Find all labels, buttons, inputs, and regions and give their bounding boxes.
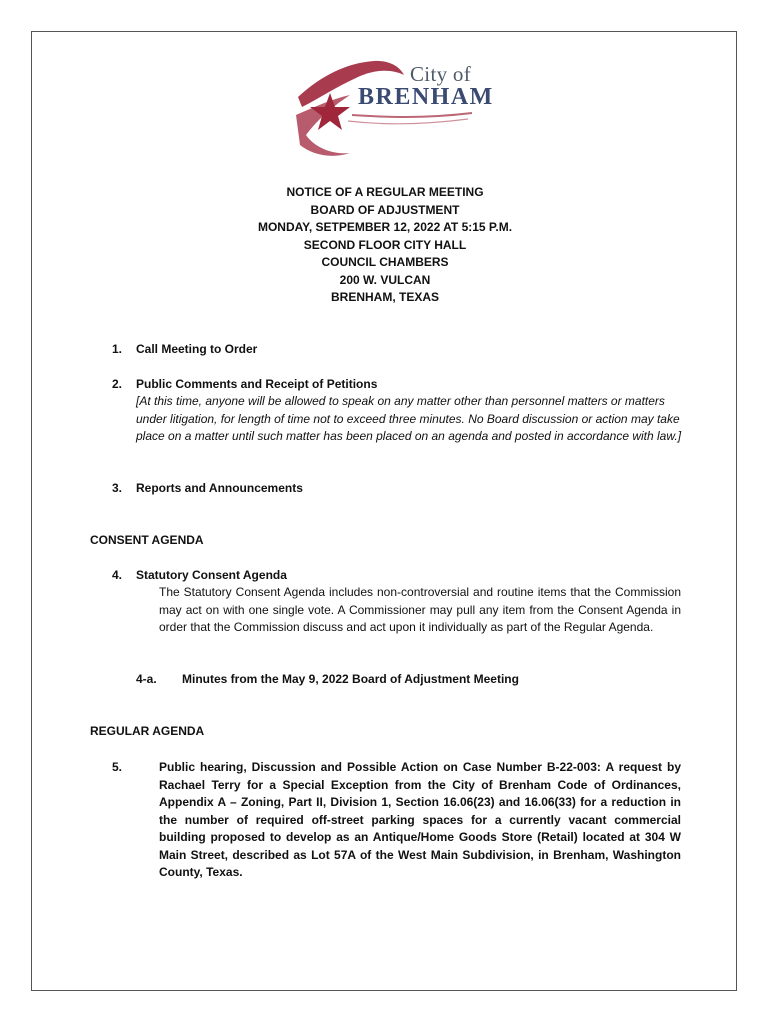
item-5-number: 5.: [112, 760, 123, 774]
header-line: BOARD OF ADJUSTMENT: [310, 202, 460, 217]
item-1-number: 1.: [112, 342, 123, 356]
logo-brenham: BRENHAM: [358, 84, 494, 110]
header-line: COUNCIL CHAMBERS: [321, 255, 449, 269]
regular-agenda-heading: REGULAR AGENDA: [90, 724, 205, 738]
logo-city-of: City of: [410, 62, 472, 86]
header-line: 200 W. VULCAN: [339, 272, 431, 287]
header-line: MONDAY, SETPEMBER 12, 2022 AT 5:15 P.M.: [257, 220, 513, 234]
item-1-title: Call Meeting to Order: [136, 342, 258, 356]
logo-stripe-2: [348, 119, 468, 124]
item-4a-number: 4-a.: [136, 672, 157, 686]
item-2-note: [At this time, anyone will be allowed to speak on any matter other than personnel matters or matters under litigation, for length of time not to exceed three minutes. No Board discussion or action may take place on a matter until such matter has been placed on an agenda and posted in accordance with law.]: [136, 394, 682, 443]
logo-stripe: [352, 113, 472, 117]
item-3-number: 3.: [112, 481, 123, 495]
item-4-description: The Statutory Consent Agenda includes non-controversial and routine items that the Commission may act on with one single vote. A Commissioner may pull any item from the Consent Agenda in order that the Commission discuss and act upon it individually as part of the Regular Agenda.: [159, 585, 681, 634]
header-line: BRENHAM, TEXAS: [330, 290, 439, 304]
item-2-title: Public Comments and Receipt of Petitions: [136, 377, 378, 391]
item-3-title: Reports and Announcements: [136, 481, 303, 495]
item-4-title: Statutory Consent Agenda: [136, 568, 287, 582]
item-2-number: 2.: [112, 377, 123, 391]
item-4-number: 4.: [112, 568, 123, 582]
item-4a-title: Minutes from the May 9, 2022 Board of Adjustment Meeting: [182, 672, 519, 686]
meeting-header: [0, 184, 770, 307]
consent-agenda-heading: CONSENT AGENDA: [90, 533, 204, 547]
item-5-text: Public hearing, Discussion and Possible Action on Case Number B-22-003: A request by Rachael Terry for a Special Exception from the City of Brenham Code of Ordinances, Appendix A – Zoning, Part II, Division 1, Section 16.06(23) and 16.06(33) for a reduction in the number of required off-street parking spaces for a currently vacant commercial building proposed to develop as an Antique/Home Goods Store (Retail) located at 304 W Main Street, described as Lot 57A of the West Main Subdivision, in Brenham, Washington County, Texas.: [159, 760, 681, 879]
header-line: SECOND FLOOR CITY HALL: [303, 237, 467, 252]
header-line: NOTICE OF A REGULAR MEETING: [286, 185, 484, 199]
